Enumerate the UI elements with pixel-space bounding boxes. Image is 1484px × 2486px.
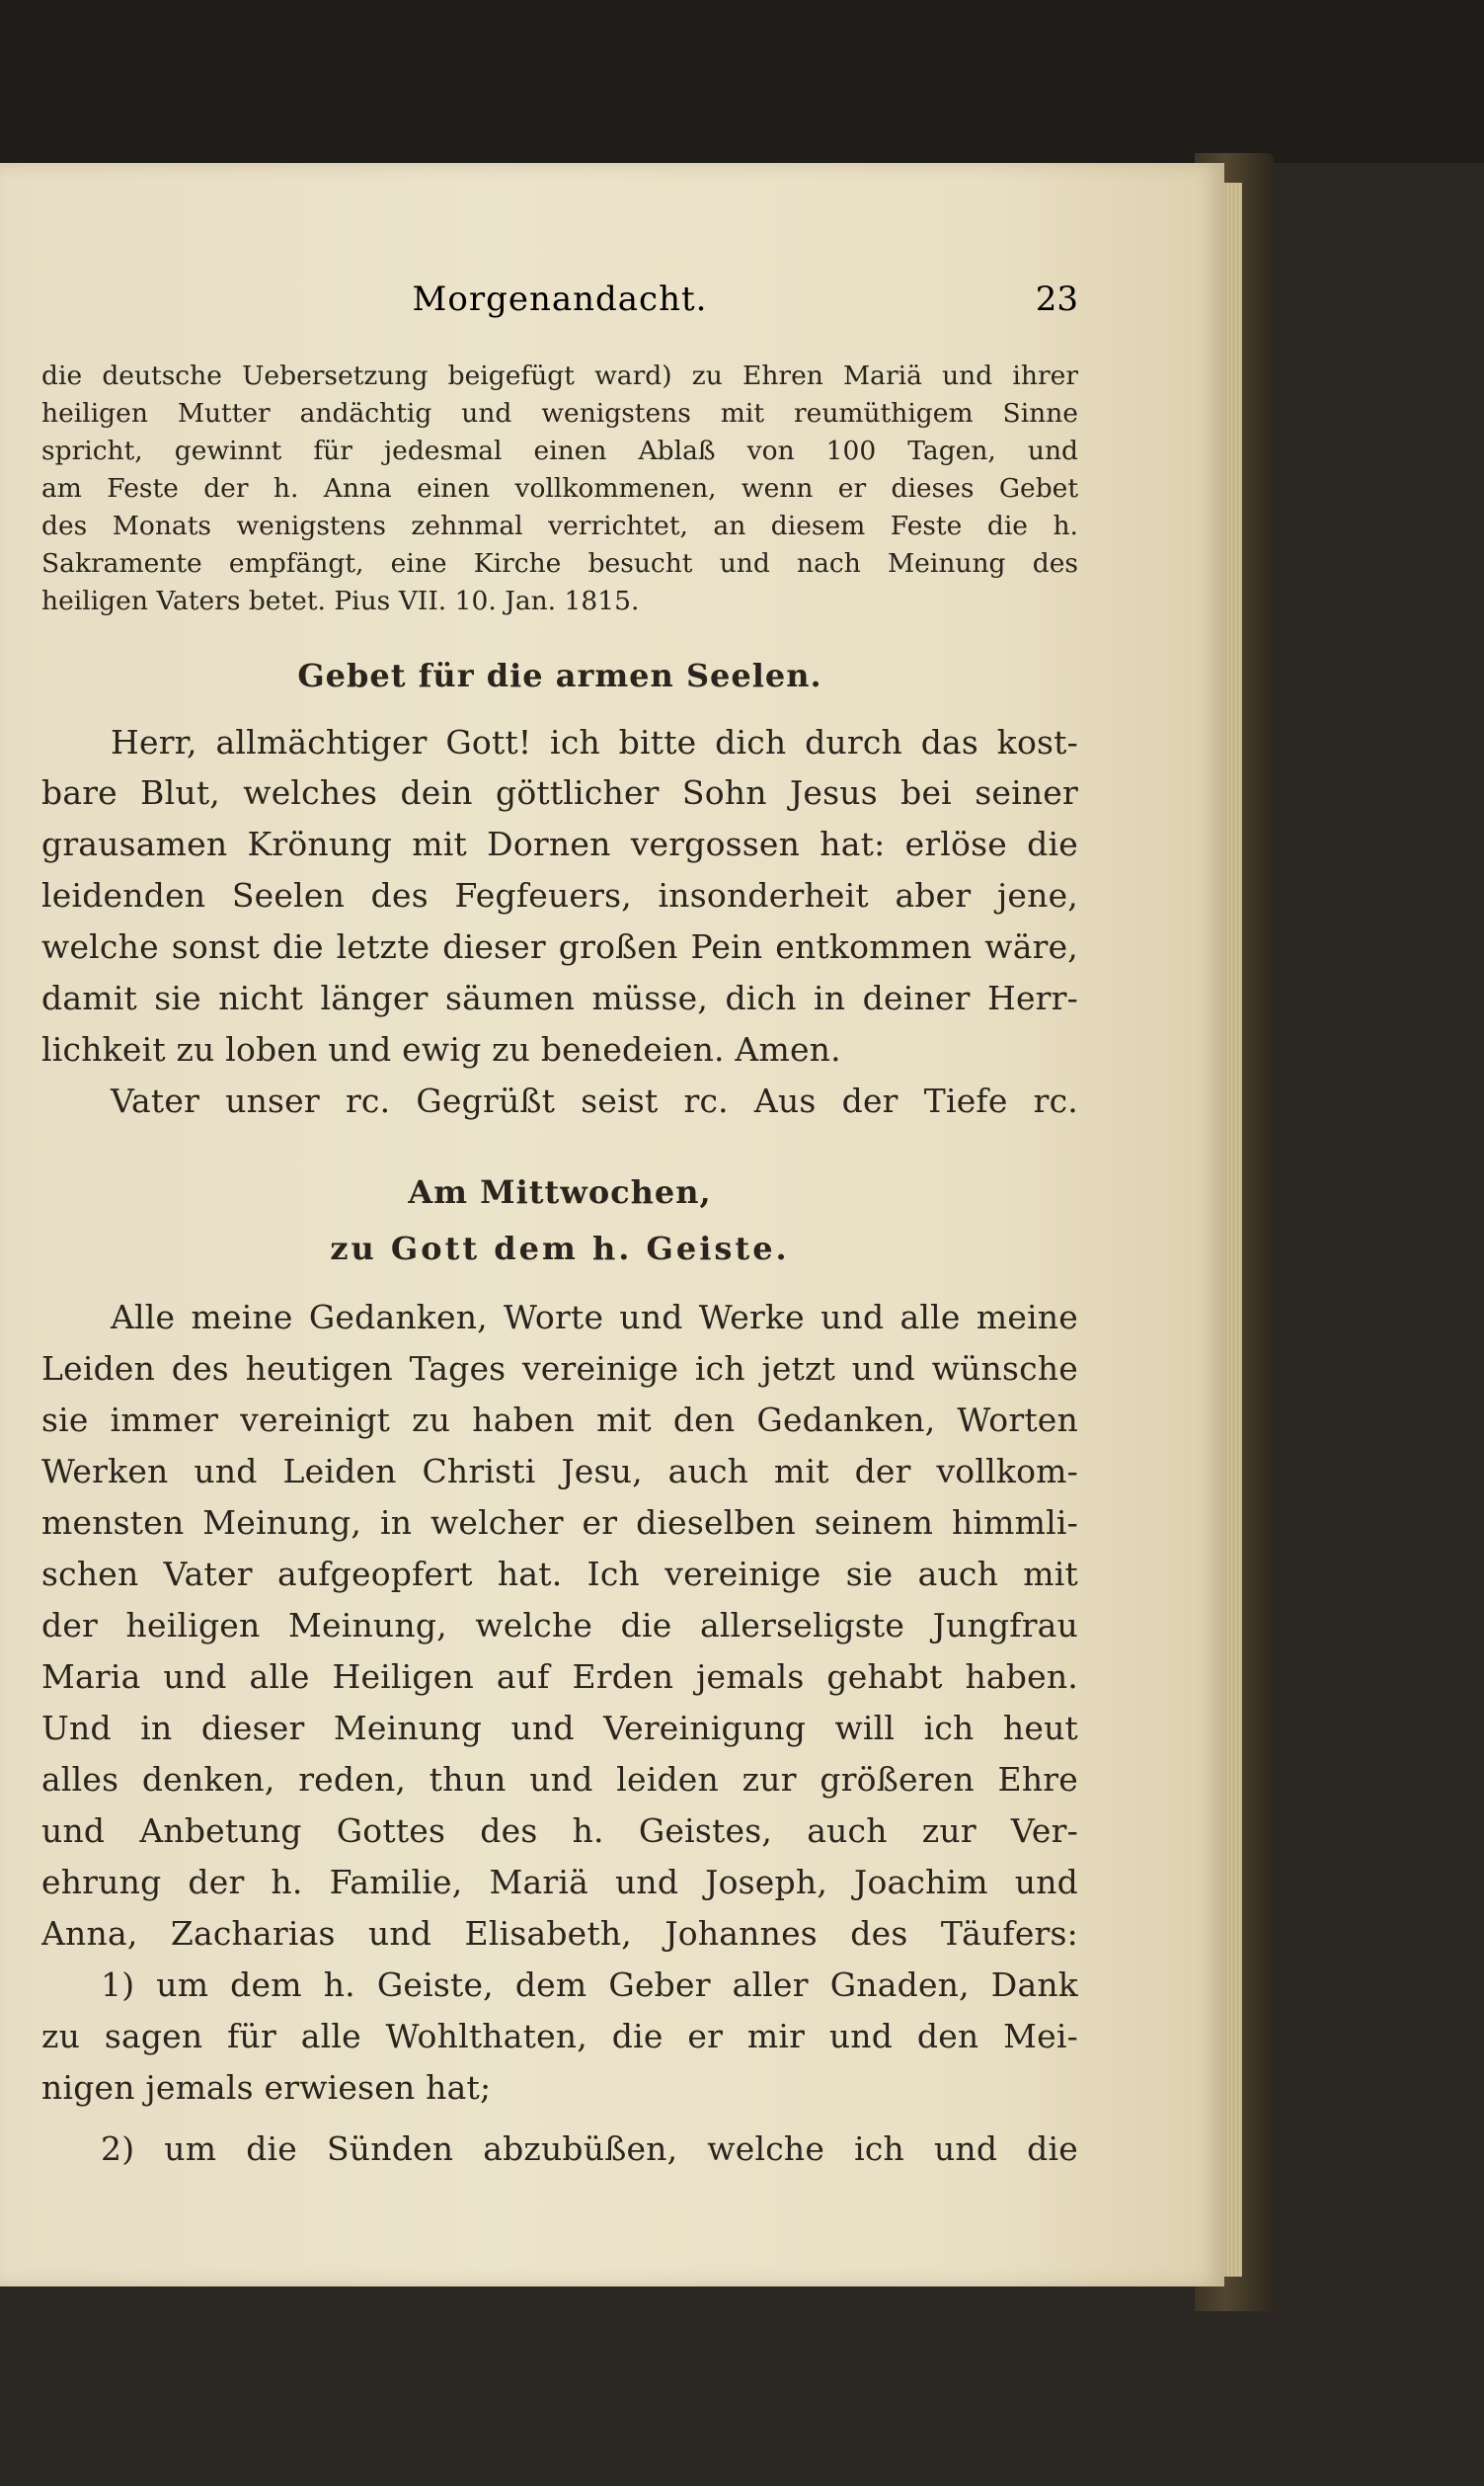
text-line: welche sonst die letzte dieser großen Pein entkommen wäre, [41,927,1078,966]
text-line: sie immer vereinigt zu haben mit den Gedanken, Worten [41,1401,1078,1439]
intro-line: heiligen Mutter andächtig und wenigstens mit reumüthigem Sinne [41,398,1078,429]
section-subheading: zu Gott dem h. Geiste. [330,1230,790,1267]
text-line: damit sie nicht länger säumen müsse, dich in deiner Herr- [41,979,1078,1017]
text-line: Leiden des heutigen Tages vereinige ich jetzt und wünsche [41,1349,1078,1388]
text-line: mensten Meinung, in welcher er dieselben seinem himmli- [41,1503,1078,1542]
text-line: und Anbetung Gottes des h. Geistes, auch zur Ver- [41,1811,1078,1850]
intro-line: die deutsche Uebersetzung beigefügt ward) zu Ehren Mariä und ihrer [41,361,1078,391]
intro-line: spricht, gewinnt für jedesmal einen Ablaß von 100 Tagen, und [41,436,1078,466]
text-line: 1) um dem h. Geiste, dem Geber aller Gnaden, Dank [101,1965,1078,2004]
backdrop [0,0,1484,163]
text-line: Werken und Leiden Christi Jesu, auch mit der vollkom- [41,1452,1078,1490]
page-header [41,280,1078,329]
intro-line: am Feste der h. Anna einen vollkommenen, wenn er dieses Gebet [41,473,1078,504]
text-line: Vater unser rc. Gegrüßt seist rc. Aus der Tiefe rc. [111,1082,1078,1120]
text-line: ehrung der h. Familie, Mariä und Joseph, Joachim und [41,1863,1078,1901]
section-heading: Gebet für die armen Seelen. [297,657,822,694]
text-line: 2) um die Sünden abzubüßen, welche ich und die [101,2129,1078,2168]
page-number: 23 [1035,280,1078,319]
running-head: Morgenandacht. [412,280,708,319]
text-line: leidenden Seelen des Fegfeuers, insonderheit aber jene, [41,876,1078,915]
text-line: schen Vater aufgeopfert hat. Ich vereinige sie auch mit [41,1555,1078,1593]
text-line: zu sagen für alle Wohlthaten, die er mir und den Mei- [41,2017,1078,2055]
text-line: Und in dieser Meinung und Vereinigung will ich heut [41,1709,1078,1747]
text-line: Anna, Zacharias und Elisabeth, Johannes des Täufers: [41,1914,1078,1953]
text-line: lichkeit zu loben und ewig zu benedeien. Amen. [41,1030,841,1069]
intro-line: Sakramente empfängt, eine Kirche besucht und nach Meinung des [41,548,1078,579]
text-line: der heiligen Meinung, welche die allerseligste Jungfrau [41,1606,1078,1644]
text-line: grausamen Krönung mit Dornen vergossen hat: erlöse die [41,825,1078,863]
intro-line: des Monats wenigstens zehnmal verrichtet, an diesem Feste die h. [41,511,1078,541]
text-line: nigen jemals erwiesen hat; [41,2068,492,2107]
text-line: Herr, allmächtiger Gott! ich bitte dich durch das kost- [111,723,1078,762]
text-line: Maria und alle Heiligen auf Erden jemals gehabt haben. [41,1657,1078,1696]
intro-line: heiligen Vaters betet. Pius VII. 10. Jan. 1815. [41,586,640,616]
text-line: bare Blut, welches dein göttlicher Sohn Jesus bei seiner [41,773,1078,812]
text-line: alles denken, reden, thun und leiden zur größeren Ehre [41,1760,1078,1799]
section-heading: Am Mittwochen, [408,1173,712,1211]
text-line: Alle meine Gedanken, Worte und Werke und alle meine [111,1298,1078,1336]
